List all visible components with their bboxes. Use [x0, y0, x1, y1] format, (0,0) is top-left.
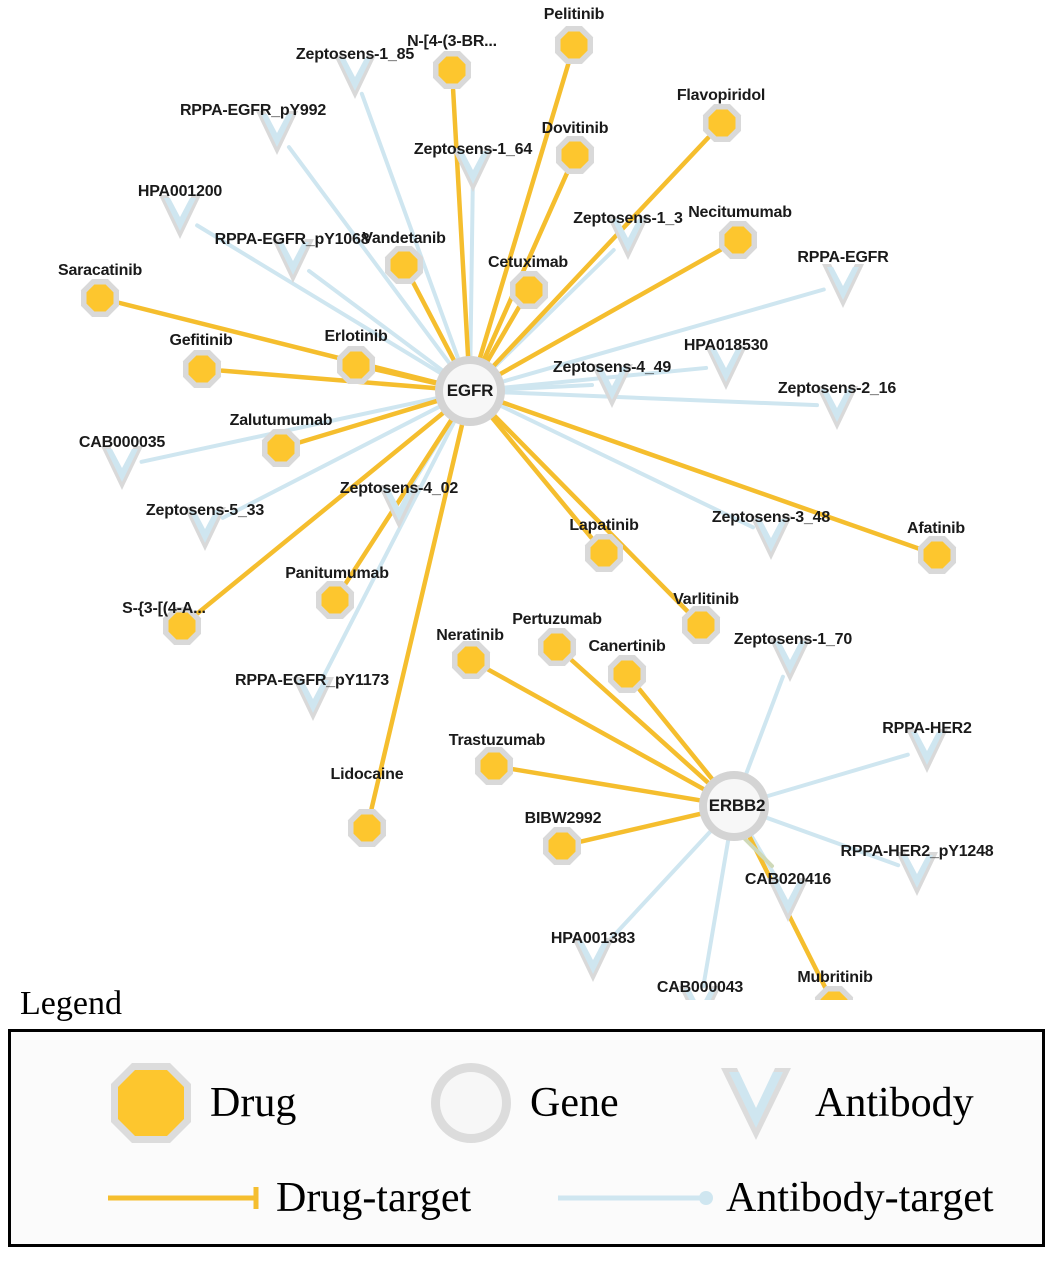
antibody-node-label: Zeptosens-1_3 — [573, 210, 683, 227]
drug-node-label: S-{3-[(4-A... — [122, 600, 206, 617]
antibody-node[interactable] — [822, 264, 864, 308]
drug-node-label: Dovitinib — [541, 120, 609, 137]
edge-antibody-target — [763, 755, 908, 798]
drug-node[interactable] — [703, 104, 741, 142]
antibody-node-label: Zeptosens-5_33 — [145, 502, 265, 519]
antibody-node-label: RPPA-EGFR_pY1173 — [235, 672, 389, 689]
antibody-node-label: CAB000043 — [656, 979, 744, 996]
drug-node[interactable] — [433, 51, 471, 89]
drug-node[interactable] — [348, 809, 386, 847]
drug-node[interactable] — [556, 136, 594, 174]
drug-node[interactable] — [316, 581, 354, 619]
antibody-node[interactable] — [159, 195, 201, 239]
edge-antibody-target — [745, 677, 783, 778]
drug-node-label: BIBW2992 — [524, 810, 602, 827]
legend-label-drug: Drug — [210, 1080, 297, 1126]
drug-node-label: Necitumumab — [688, 204, 792, 221]
drug-octagon-icon — [106, 1058, 196, 1148]
drug-node-label: Afatinib — [907, 520, 965, 537]
antibody-node-label: Zeptosens-1_64 — [413, 141, 533, 158]
drug-node[interactable] — [452, 641, 490, 679]
antibody-node-label: HPA001200 — [137, 183, 223, 200]
edge-drug-target — [479, 64, 569, 362]
antibody-node-label: RPPA-EGFR — [797, 249, 889, 266]
drug-node[interactable] — [543, 827, 581, 865]
antibody-node-label: RPPA-EGFR_pY1068 — [214, 231, 370, 248]
edge-drug-target — [640, 690, 716, 783]
drug-node-label: Zalutumumab — [229, 412, 333, 429]
legend-edge-row — [11, 1172, 1042, 1242]
drug-node[interactable] — [385, 246, 423, 284]
drug-node-label: Neratinib — [436, 627, 504, 644]
drug-node-label: Cetuximab — [488, 254, 568, 271]
antibody-node-label: RPPA-EGFR_pY992 — [179, 102, 327, 119]
drug-node-label: Pelitinib — [543, 6, 605, 23]
antibody-node-label: Zeptosens-4_49 — [552, 359, 672, 376]
legend-title: Legend — [20, 985, 122, 1022]
drug-target-edge-icon — [106, 1181, 266, 1215]
legend-label-drug-target: Drug-target — [276, 1175, 472, 1221]
edge-antibody-target — [703, 836, 729, 987]
edge-antibody-target — [470, 188, 472, 361]
antibody-node-label: CAB000035 — [78, 434, 166, 451]
drug-node[interactable] — [262, 429, 300, 467]
legend-item-drug — [106, 1058, 296, 1148]
legend-node-row — [11, 1048, 1042, 1158]
drug-node-label: Trastuzumab — [448, 732, 546, 749]
drug-node-label: Erlotinib — [324, 328, 388, 345]
edge-drug-target — [491, 412, 687, 610]
legend — [8, 985, 1051, 1247]
antibody-node-label: HPA001383 — [550, 930, 636, 947]
legend-label-antibody-target: Antibody-target — [726, 1175, 994, 1221]
drug-node[interactable] — [918, 536, 956, 574]
antibody-node-label: RPPA-HER2 — [882, 720, 972, 737]
gene-node-label: ERBB2 — [708, 796, 766, 815]
legend-item-gene — [426, 1058, 619, 1148]
antibody-node-label: Zeptosens-4_02 — [339, 480, 459, 497]
antibody-node-label: Zeptosens-1_70 — [733, 631, 853, 648]
drug-node-label: Saracatinib — [57, 262, 143, 279]
drug-node-label: N-[4-(3-BR... — [407, 33, 497, 50]
edge-antibody-target — [500, 392, 817, 405]
legend-item-antibody-target — [556, 1177, 994, 1219]
edge-drug-target — [453, 90, 468, 361]
antibody-target-edge-icon — [556, 1181, 716, 1215]
gene-circle-icon — [426, 1058, 516, 1148]
drug-node-label: Lapatinib — [569, 517, 639, 534]
drug-node[interactable] — [538, 628, 576, 666]
drug-node[interactable] — [475, 747, 513, 785]
antibody-node[interactable] — [101, 446, 143, 490]
drug-node[interactable] — [337, 346, 375, 384]
drug-node[interactable] — [81, 279, 119, 317]
drug-node-label: Varlitinib — [673, 591, 739, 608]
antibody-chevron-icon — [711, 1058, 801, 1148]
antibody-node-label: Zeptosens-3_48 — [711, 509, 831, 526]
drug-node[interactable] — [682, 606, 720, 644]
edge-drug-target — [498, 401, 918, 548]
gene-node-label: EGFR — [446, 381, 494, 400]
drug-node[interactable] — [585, 534, 623, 572]
antibody-node-label: Zeptosens-2_16 — [777, 380, 897, 397]
drug-node-label: Canertinib — [588, 638, 666, 655]
legend-box — [8, 1029, 1045, 1247]
legend-item-antibody — [711, 1058, 974, 1148]
drug-node[interactable] — [608, 655, 646, 693]
legend-label-gene: Gene — [530, 1080, 619, 1126]
edge-drug-target — [346, 416, 454, 583]
drug-node-label: Mubritinib — [797, 969, 873, 986]
legend-label-antibody: Antibody — [815, 1080, 974, 1126]
drug-node[interactable] — [510, 271, 548, 309]
drug-node-label: Pertuzumab — [512, 611, 602, 628]
edge-antibody-target — [607, 828, 714, 943]
drug-node-label: Flavopiridol — [676, 87, 766, 104]
antibody-node-label: CAB020416 — [744, 871, 832, 888]
antibody-node-label: HPA018530 — [683, 337, 769, 354]
drug-node[interactable] — [555, 26, 593, 64]
drug-node-label: Lidocaine — [330, 766, 404, 783]
drug-node-label: Panitumumab — [285, 565, 389, 582]
drug-node[interactable] — [719, 221, 757, 259]
drug-node-label: Gefitinib — [169, 332, 233, 349]
drug-node-label: Vandetanib — [362, 230, 446, 247]
antibody-node-label: Zeptosens-1_85 — [295, 46, 415, 63]
legend-item-drug-target — [106, 1177, 471, 1219]
antibody-node-label: RPPA-HER2_pY1248 — [840, 843, 994, 860]
drug-node[interactable] — [183, 350, 221, 388]
